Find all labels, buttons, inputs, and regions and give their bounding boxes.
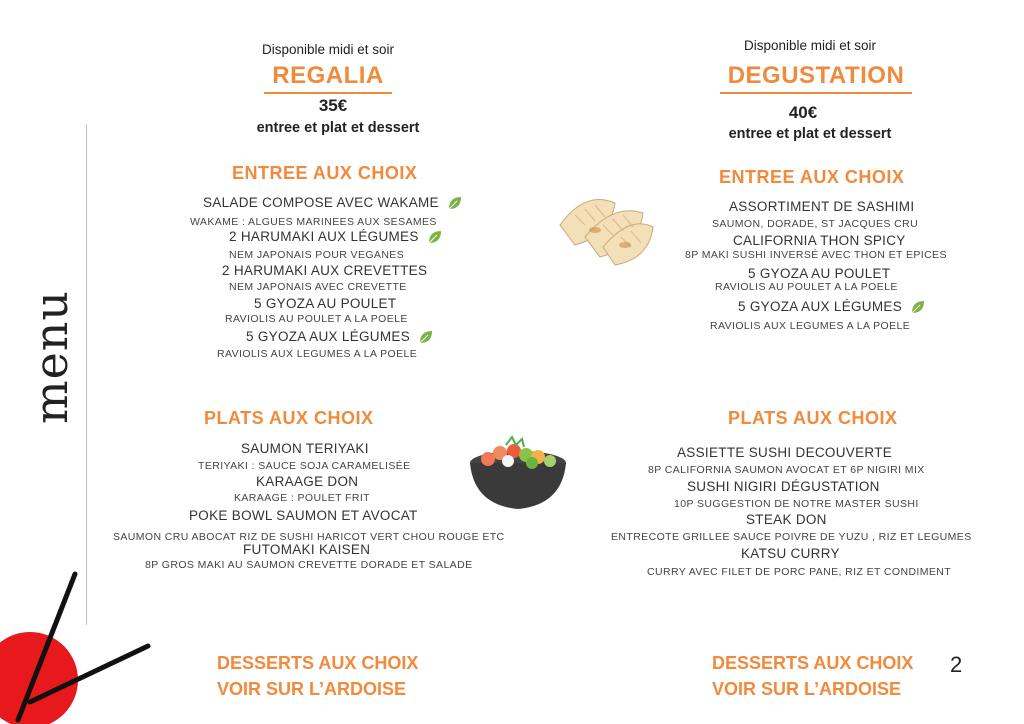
right-subtitle: entree et plat et dessert	[728, 126, 892, 142]
right-plat-0-desc: 8P CALIFORNIA SAUMON AVOCAT ET 6P NIGIRI MIX	[648, 464, 925, 476]
page-number: 2	[950, 652, 963, 677]
right-entree-1-name: CALIFORNIA THON SPICY	[733, 233, 906, 248]
left-entree-4-name: 5 GYOZA AUX LÉGUMES	[246, 329, 434, 345]
left-entree-1-name: 2 HARUMAKI AUX LÉGUMES	[229, 229, 443, 245]
left-entree-1-desc: NEM JAPONAIS POUR VEGANES	[229, 249, 405, 261]
right-entree-3-desc: RAVIOLIS AUX LEGUMES A LA POELE	[710, 320, 911, 332]
leaf-icon	[447, 195, 463, 211]
left-entree-0-desc: WAKAME : ALGUES MARINEES AUX SESAMES	[190, 216, 437, 228]
right-entree-1-desc: 8P MAKI SUSHI INVERSÉ AVEC THON ET EPICES	[685, 249, 947, 261]
right-plats-heading: PLATS AUX CHOIX	[728, 408, 898, 428]
left-entree-2-desc: NEM JAPONAIS AVEC CREVETTE	[229, 281, 407, 293]
right-entree-2-name: 5 GYOZA AU POULET	[748, 266, 891, 281]
left-desserts	[217, 650, 418, 702]
left-subtitle: entree et plat et dessert	[256, 120, 420, 136]
left-title-wrap	[188, 62, 468, 94]
left-plat-0-name: SAUMON TERIYAKI	[241, 441, 369, 456]
right-plat-3-desc: CURRY AVEC FILET DE PORC PANE, RIZ ET CONDIMENT	[647, 566, 952, 578]
left-availability: Disponible midi et soir	[261, 42, 395, 57]
right-plat-1-desc: 10P SUGGESTION DE NOTRE MASTER SUSHI	[674, 498, 919, 510]
left-dessert-line1: DESSERTS AUX CHOIX	[217, 653, 419, 673]
right-plat-2-name: STEAK DON	[746, 512, 827, 527]
right-entree-2-desc: RAVIOLIS AU POULET A LA POELE	[715, 281, 898, 293]
left-menu-title: REGALIA	[264, 62, 392, 94]
right-entree-3-name: 5 GYOZA AUX LÉGUMES	[738, 299, 926, 315]
left-entree-3-desc: RAVIOLIS AU POULET A LA POELE	[225, 313, 408, 325]
right-title-wrap	[676, 62, 956, 94]
right-plat-1-name: SUSHI NIGIRI DÉGUSTATION	[687, 479, 880, 494]
right-entree-heading: ENTREE AUX CHOIX	[719, 167, 905, 187]
left-plat-1-name: KARAAGE DON	[256, 474, 359, 489]
side-title: menu	[24, 289, 79, 425]
left-dessert-line2: VOIR SUR L’ARDOISE	[217, 679, 407, 699]
left-plats-heading: PLATS AUX CHOIX	[204, 408, 374, 428]
left-entree-0-name: SALADE COMPOSE AVEC WAKAME	[203, 195, 463, 211]
poke-bowl-image	[466, 435, 570, 511]
right-dessert-line1: DESSERTS AUX CHOIX	[712, 653, 914, 673]
left-entree-4-desc: RAVIOLIS AUX LEGUMES A LA POELE	[217, 348, 418, 360]
left-plat-1-desc: KARAAGE : POULET FRIT	[234, 492, 370, 504]
left-plat-3-name: FUTOMAKI KAISEN	[243, 542, 371, 557]
leaf-icon	[427, 229, 443, 245]
leaf-icon	[418, 329, 434, 345]
right-price: 40€	[788, 103, 818, 122]
right-plat-3-name: KATSU CURRY	[741, 546, 840, 561]
left-plat-2-desc: SAUMON CRU ABOCAT RIZ DE SUSHI HARICOT VERT CHOU ROUGE ETC	[113, 531, 505, 543]
vertical-divider	[86, 125, 87, 625]
right-plat-2-desc: ENTRECOTE GRILLEE SAUCE POIVRE DE YUZU , RIZ ET LEGUMES	[611, 531, 972, 543]
left-plat-2-name: POKE BOWL SAUMON ET AVOCAT	[189, 508, 418, 523]
gyoza-image	[555, 185, 655, 270]
left-entree-3-name: 5 GYOZA AU POULET	[254, 296, 397, 311]
right-dessert-line2: VOIR SUR L’ARDOISE	[712, 679, 902, 699]
right-entree-0-desc: SAUMON, DORADE, ST JACQUES CRU	[712, 218, 919, 230]
left-plat-3-desc: 8P GROS MAKI AU SAUMON CREVETTE DORADE ET SALADE	[145, 559, 473, 571]
right-availability: Disponible midi et soir	[743, 38, 877, 53]
right-menu-title: DEGUSTATION	[720, 62, 913, 94]
left-plat-0-desc: TERIYAKI : SAUCE SOJA CARAMELISÉE	[198, 460, 411, 472]
red-circle	[0, 632, 78, 724]
chopsticks-image	[0, 560, 160, 724]
right-desserts	[712, 650, 913, 702]
left-price: 35€	[318, 96, 348, 115]
leaf-icon	[910, 299, 926, 315]
left-entree-2-name: 2 HARUMAKI AUX CREVETTES	[222, 263, 428, 278]
left-entree-heading: ENTREE AUX CHOIX	[232, 163, 418, 183]
right-plat-0-name: ASSIETTE SUSHI DECOUVERTE	[677, 445, 893, 460]
right-entree-0-name: ASSORTIMENT DE SASHIMI	[729, 199, 915, 214]
